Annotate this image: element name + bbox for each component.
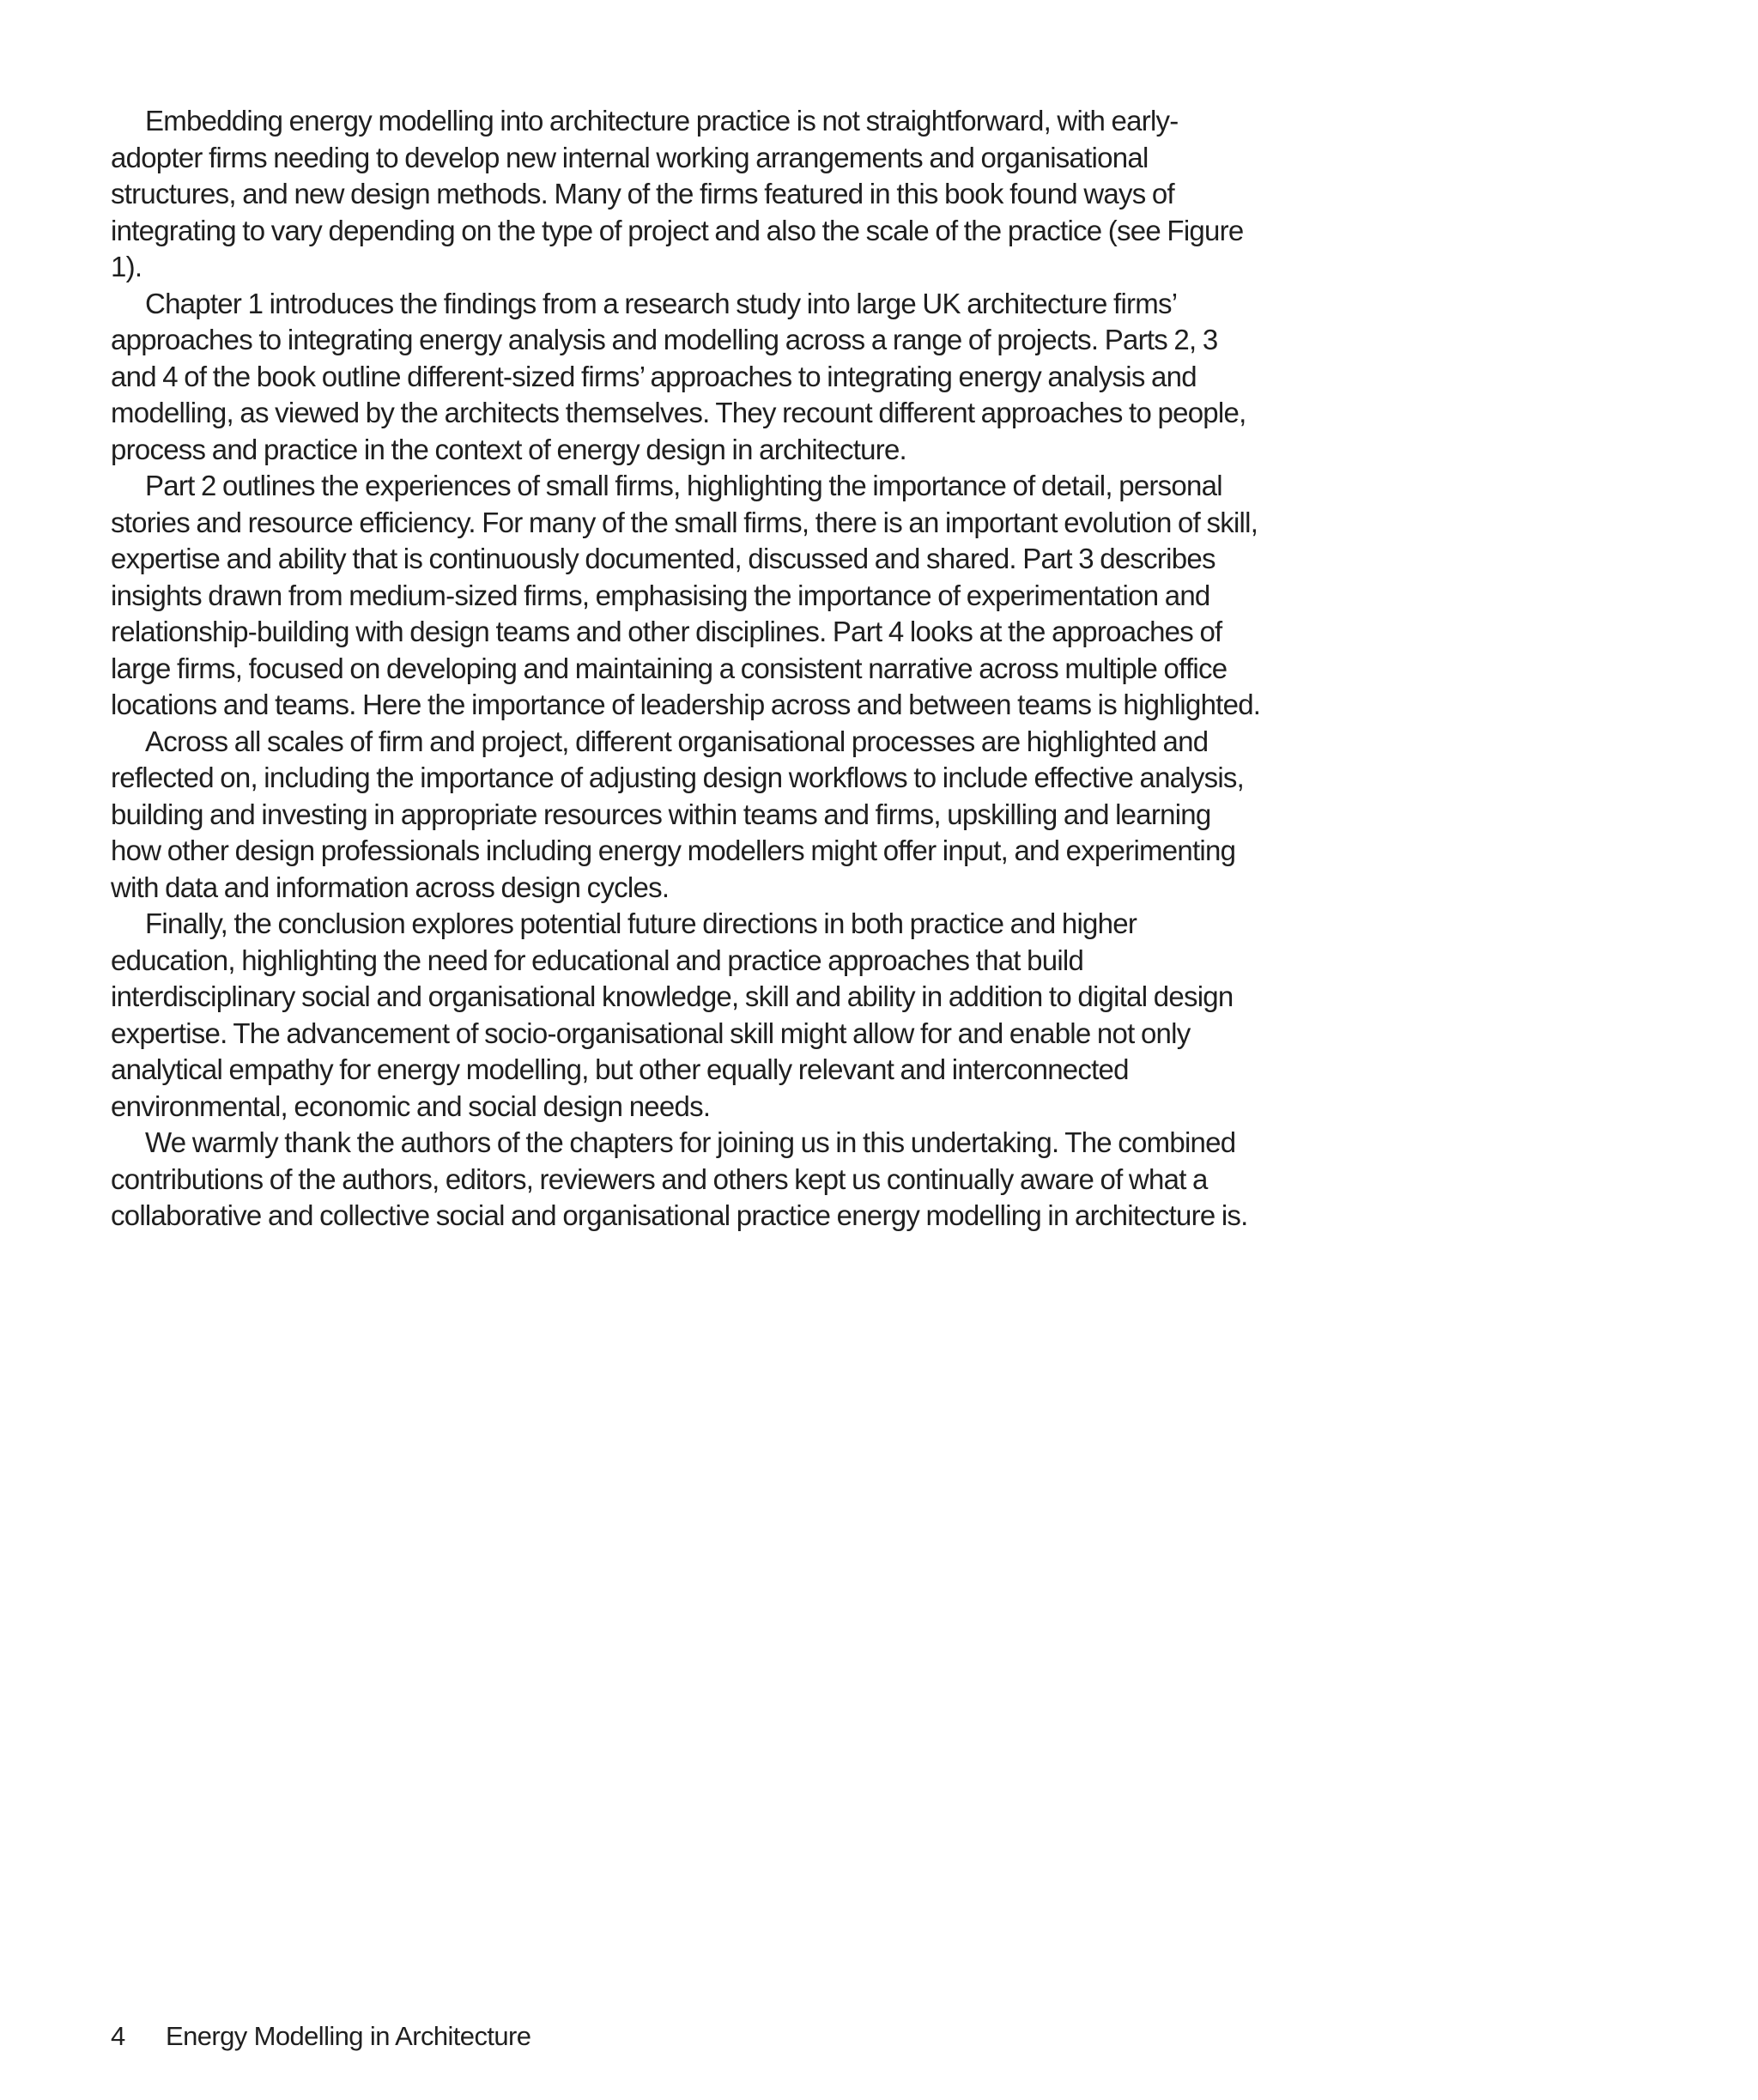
running-title: Energy Modelling in Architecture [166, 2021, 531, 2051]
body-text [111, 103, 1261, 1235]
paragraph: Chapter 1 introduces the findings from a research study into large UK architecture firms’ approaches to integrating energy analysis and modelling across a range of projects. Parts 2, 3 and 4 of the book outline different-sized firms’ approaches to integrating energy analysis and modelling, as viewed by the architects themselves. They recount different approaches to people, process and practice in the context of energy design in architecture. [111, 287, 1246, 465]
paragraph: Finally, the conclusion explores potential future directions in both practice and higher education, highlighting the need for educational and practice approaches that build interdisciplinary social and organisational knowledge, skill and ability in addition to digital design expertise. The advancement of socio-organisational skill might allow for and enable not only analytical empathy for energy modelling, but other equally relevant and interconnected environmental, economic and social design needs. [111, 907, 1234, 1122]
paragraph: We warmly thank the authors of the chapters for joining us in this undertaking. The combined contributions of the authors, editors, reviewers and others kept us continually aware of what a collaborative and collective social and organisational practice energy modelling in architecture is. [111, 1126, 1248, 1231]
paragraph: Part 2 outlines the experiences of small firms, highlighting the importance of detail, personal stories and resource efficiency. For many of the small firms, there is an important evolution of skill, expertise and ability that is continuously documented, discussed and shared. Part 3 describes insights drawn from medium-sized firms, emphasising the importance of experimentation and relationship-building with design teams and other disciplines. Part 4 looks at the approaches of large firms, focused on developing and maintaining a consistent narrative across multiple office locations and teams. Here the importance of leadership across and between teams is highlighted. [111, 470, 1261, 720]
page-number: 4 [111, 2021, 125, 2051]
paragraph: Embedding energy modelling into architecture practice is not straightforward, with early-adopter firms needing to develop new internal working arrangements and organisational structures, and new design methods. Many of the firms featured in this book found ways of integrating to vary depending on the type of project and also the scale of the practice (see Figure 1). [111, 105, 1244, 282]
paragraph: Across all scales of firm and project, different organisational processes are highlighted and reflected on, including the importance of adjusting design workflows to include effective analysis, building and investing in appropriate resources within teams and firms, upskilling and learning how other design professionals including energy modellers might offer input, and experimenting with data and information across design cycles. [111, 725, 1245, 903]
page-footer [111, 2019, 530, 2054]
